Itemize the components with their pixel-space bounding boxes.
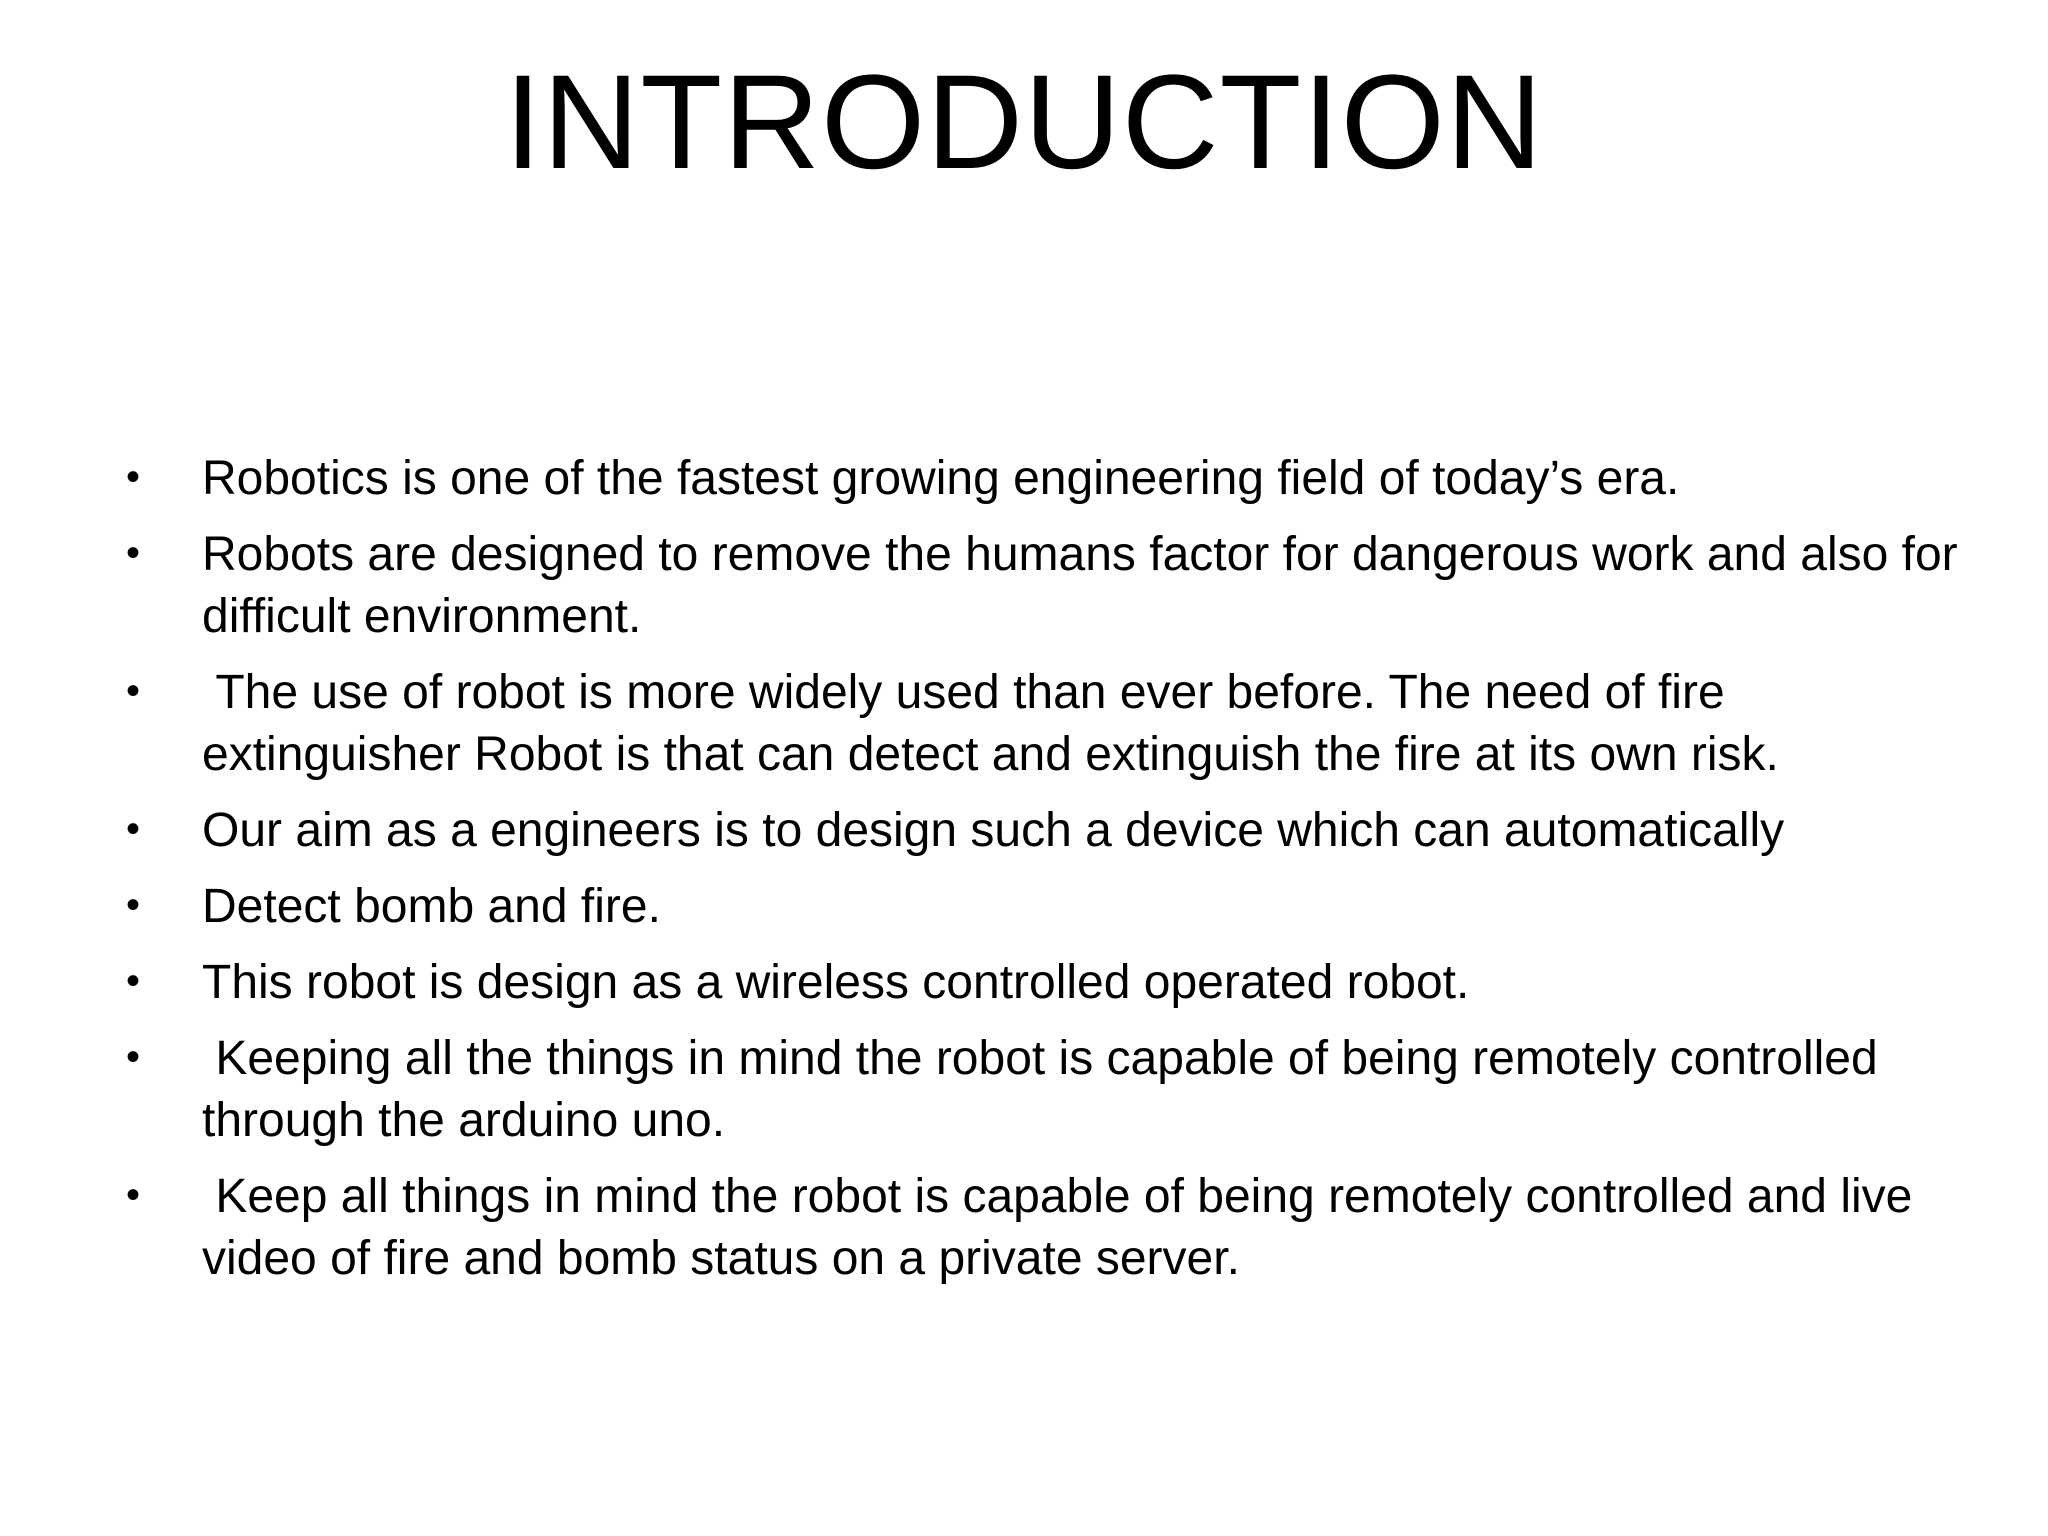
bullet-item [120, 876, 1980, 938]
bullet-item [120, 524, 1980, 648]
bullet-item [120, 448, 1980, 510]
bullet-text: This robot is design as a wireless controlled operated robot. [202, 956, 1470, 1009]
bullet-icon: • [126, 1173, 141, 1217]
bullet-item [120, 1166, 1980, 1290]
bullet-item [120, 800, 1980, 862]
bullet-icon: • [126, 959, 141, 1003]
bullet-text: Robots are designed to remove the humans factor for dangerous work and also for difficult environment. [202, 528, 1971, 643]
bullet-text: Keep all things in mind the robot is capable of being remotely controlled and live video of fire and bomb status on a private server. [202, 1170, 1926, 1285]
bullet-item [120, 662, 1980, 786]
bullet-icon: • [126, 1035, 141, 1079]
bullet-icon: • [126, 807, 141, 851]
bullet-icon: • [126, 669, 141, 713]
bullet-item [120, 952, 1980, 1014]
slide-title: INTRODUCTION [504, 48, 1544, 197]
bullet-item [120, 1028, 1980, 1152]
bullet-text: Detect bomb and fire. [202, 880, 661, 933]
bullet-icon: • [126, 531, 141, 575]
bullet-text: Robotics is one of the fastest growing engineering field of today’s era. [202, 452, 1680, 505]
bullet-icon: • [126, 455, 141, 499]
bullet-text: Our aim as a engineers is to design such a device which can automatically [202, 804, 1785, 857]
bullet-icon: • [126, 883, 141, 927]
bullet-text: Keeping all the things in mind the robot is capable of being remotely controlled through the arduino uno. [202, 1032, 1892, 1147]
bullet-text: The use of robot is more widely used than ever before. The need of fire extinguisher Robot is that can detect and extinguish the fire at its own risk. [202, 666, 1779, 781]
bullet-list [120, 448, 1980, 1304]
